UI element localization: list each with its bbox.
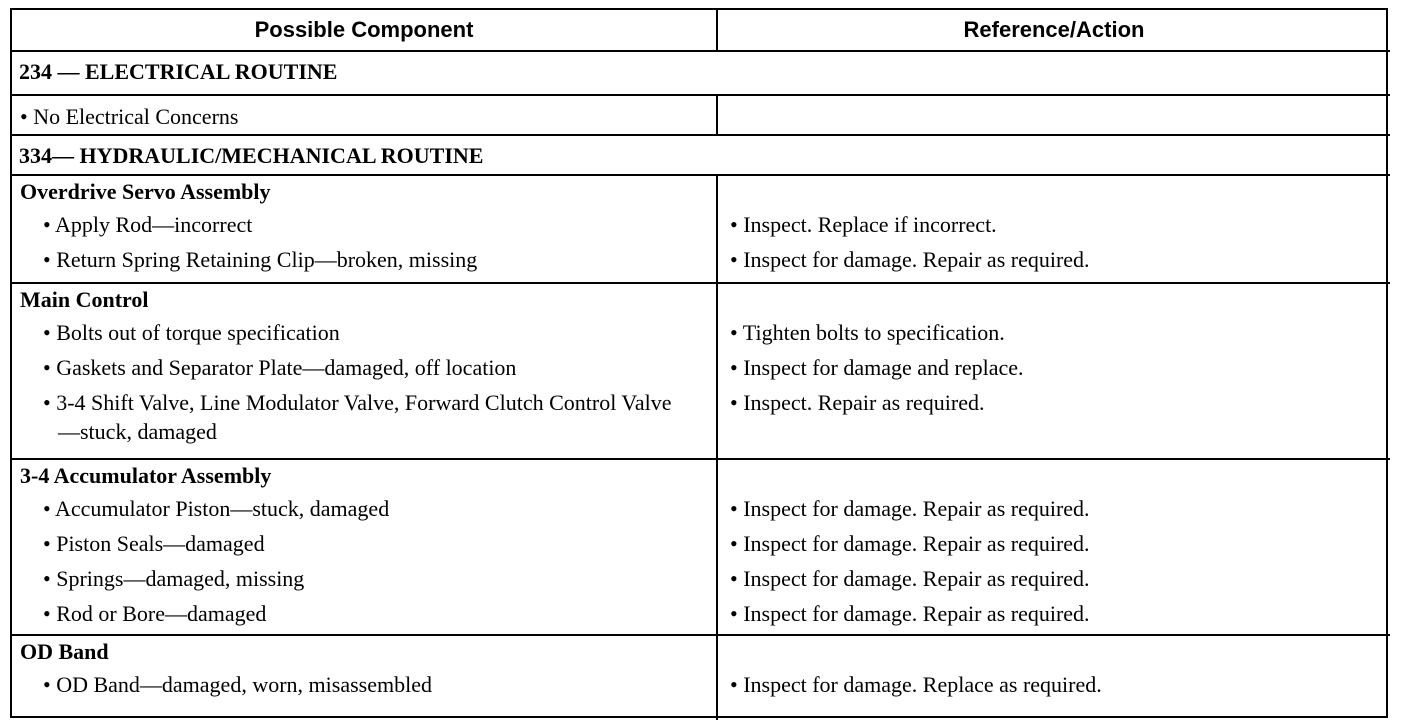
component-item: • Rod or Bore—damaged <box>43 601 267 626</box>
action-item: • Inspect for damage. Repair as required. <box>730 566 1090 591</box>
action-item: • Tighten bolts to specification. <box>730 320 1005 345</box>
action-item: • Inspect for damage and replace. <box>730 355 1024 380</box>
column-header-component: Possible Component <box>254 17 474 42</box>
component-item: • 3-4 Shift Valve, Line Modulator Valve, Forward Clutch Control Valve—stuck, damaged <box>43 390 672 444</box>
component-item: • Apply Rod—incorrect <box>43 212 253 237</box>
action-item: • Inspect for damage. Repair as required. <box>730 247 1090 272</box>
group-actions-main-control <box>716 282 1390 458</box>
group-title: 3-4 Accumulator Assembly <box>20 463 272 488</box>
diagnostic-table <box>10 8 1388 718</box>
component-item: • Piston Seals—damaged <box>43 531 265 556</box>
component-item: • Gaskets and Separator Plate—damaged, off location <box>43 355 517 380</box>
group-components-overdrive-servo <box>12 174 716 282</box>
component-item: • Accumulator Piston—stuck, damaged <box>43 496 390 521</box>
component-item: • Bolts out of torque specification <box>43 320 340 345</box>
column-header-action: Reference/Action <box>716 10 1390 50</box>
action-item: • Inspect for damage. Replace as required. <box>730 672 1102 697</box>
group-title: Main Control <box>20 287 149 312</box>
routine-title-hydraulic: 334— HYDRAULIC/MECHANICAL ROUTINE <box>12 134 1390 174</box>
action-item: • Inspect. Replace if incorrect. <box>730 212 997 237</box>
component-item: • OD Band—damaged, worn, misassembled <box>43 672 432 697</box>
group-components-od-band <box>12 634 716 720</box>
routine-title-electrical: 234 — ELECTRICAL ROUTINE <box>12 50 1390 94</box>
group-actions-overdrive-servo <box>716 174 1390 282</box>
group-title: OD Band <box>20 639 109 664</box>
component-item: • Springs—damaged, missing <box>43 566 305 591</box>
group-components-accumulator <box>12 458 716 634</box>
action-item: • Inspect for damage. Repair as required. <box>730 496 1090 521</box>
group-actions-od-band <box>716 634 1390 720</box>
action-item: • Inspect. Repair as required. <box>730 390 985 415</box>
electrical-action <box>716 94 1390 134</box>
component-item: • Return Spring Retaining Clip—broken, missing <box>43 247 478 272</box>
electrical-component: • No Electrical Concerns <box>12 94 716 134</box>
action-item: • Inspect for damage. Repair as required. <box>730 601 1090 626</box>
group-actions-accumulator <box>716 458 1390 634</box>
group-title: Overdrive Servo Assembly <box>20 179 271 204</box>
action-item: • Inspect for damage. Repair as required. <box>730 531 1090 556</box>
group-components-main-control <box>12 282 716 458</box>
